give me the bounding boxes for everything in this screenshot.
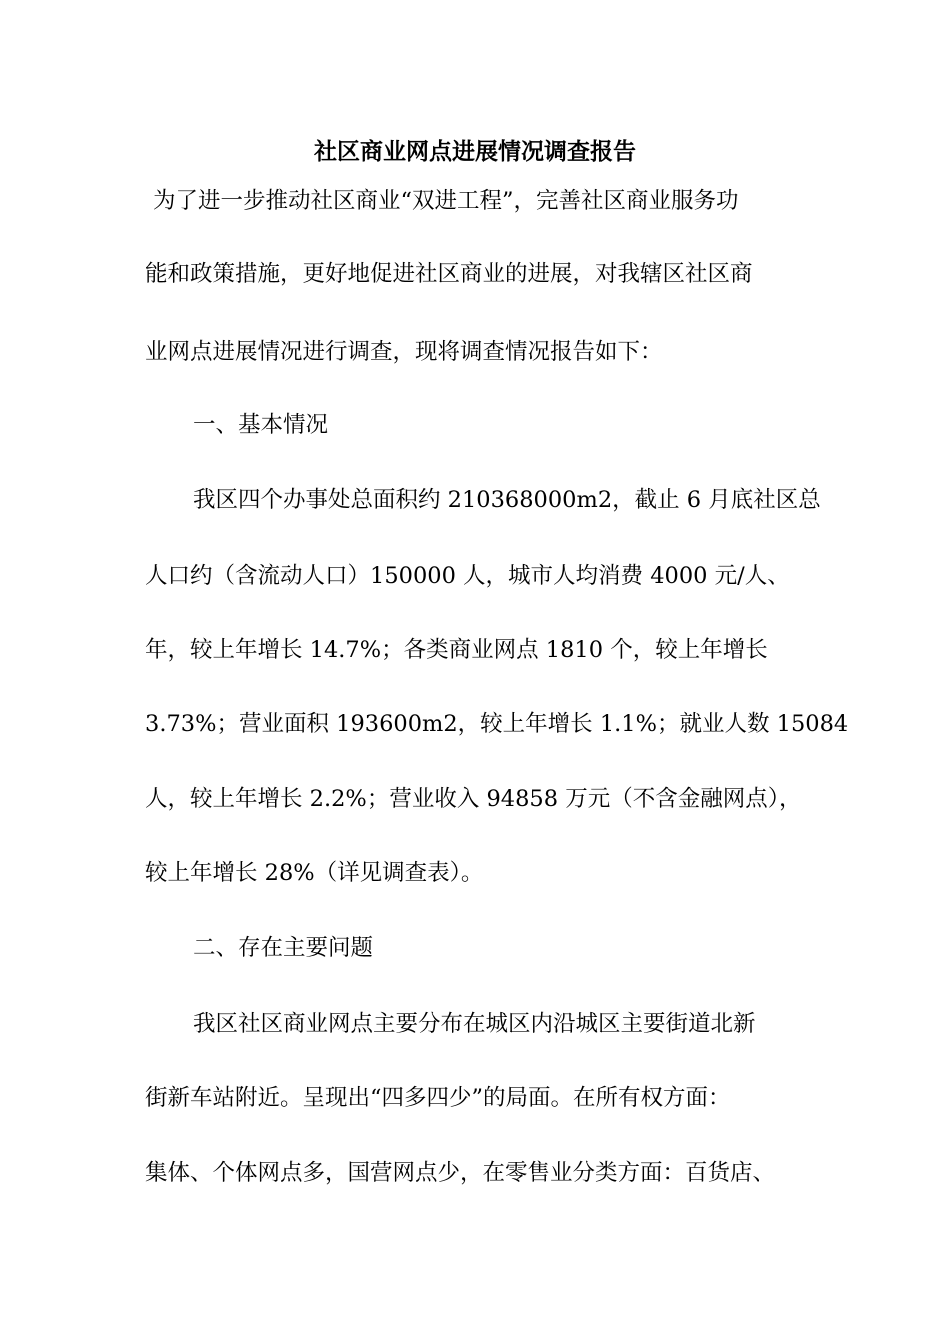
- paragraph-intro-line-1: 为了进一步推动社区商业“双进工程”，完善社区商业服务功: [153, 188, 739, 214]
- paragraph-basic-line-2: 人口约（含流动人口）150000 人，城市人均消费 4000 元/人、: [145, 563, 790, 589]
- section-heading-basic: 一、基本情况: [193, 412, 329, 438]
- paragraph-problems-line-3: 集体、个体网点多，国营网点少，在零售业分类方面：百货店、: [145, 1160, 776, 1186]
- section-heading-problems: 二、存在主要问题: [193, 935, 374, 961]
- paragraph-basic-line-6: 较上年增长 28%（详见调查表）。: [145, 860, 484, 886]
- paragraph-problems-line-2: 街新车站附近。呈现出“四多四少”的局面。在所有权方面：: [145, 1085, 731, 1111]
- paragraph-basic-line-1: 我区四个办事处总面积约 210368000m2，截止 6 月底社区总: [193, 487, 821, 513]
- paragraph-intro-line-3: 业网点进展情况进行调查，现将调查情况报告如下：: [145, 339, 663, 365]
- paragraph-basic-line-4: 3.73%；营业面积 193600m2，较上年增长 1.1%；就业人数 15084: [145, 711, 849, 737]
- paragraph-basic-line-5: 人，较上年增长 2.2%；营业收入 94858 万元（不含金融网点），: [145, 786, 802, 812]
- paragraph-intro-line-2: 能和政策措施，更好地促进社区商业的进展，对我辖区社区商: [145, 261, 753, 287]
- paragraph-basic-line-3: 年，较上年增长 14.7%；各类商业网点 1810 个，较上年增长: [145, 637, 768, 663]
- document-title: 社区商业网点进展情况调查报告: [314, 138, 636, 165]
- paragraph-problems-line-1: 我区社区商业网点主要分布在城区内沿城区主要街道北新: [193, 1011, 756, 1037]
